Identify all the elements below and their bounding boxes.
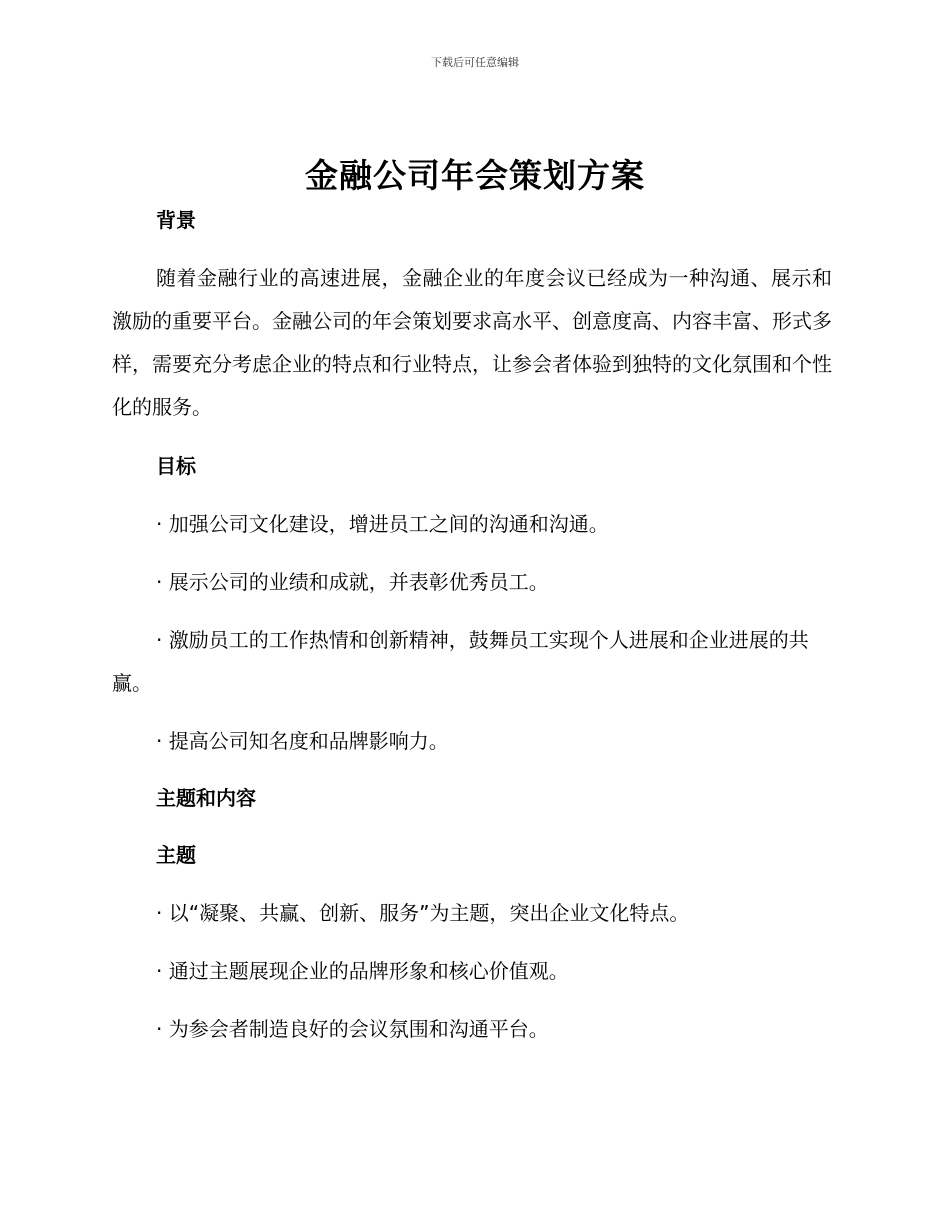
theme-item: · 通过主题展现企业的品牌形象和核心价值观。	[156, 959, 569, 983]
section-heading-theme: 主题	[156, 843, 196, 867]
header-note: 下载后可任意编辑	[431, 56, 519, 69]
goal-item: · 提高公司知名度和品牌影响力。	[156, 729, 449, 753]
section-heading-background: 背景	[156, 208, 196, 232]
goal-item: · 激励员工的工作热情和创新精神，鼓舞员工实现个人进展和企业进展的共赢。	[112, 628, 809, 695]
document-title: 金融公司年会策划方案	[305, 156, 645, 195]
theme-item: · 以“凝聚、共赢、创新、服务”为主题，突出企业文化特点。	[156, 901, 690, 925]
document-body	[112, 200, 832, 1066]
goal-item: · 展示公司的业绩和成就，并表彰优秀员工。	[156, 570, 549, 594]
section-heading-goals: 目标	[156, 454, 196, 478]
section-heading-theme-content: 主题和内容	[156, 786, 256, 810]
goal-item: · 加强公司文化建设，增进员工之间的沟通和沟通。	[156, 512, 609, 536]
background-paragraph: 随着金融行业的高速进展，金融企业的年度会议已经成为一种沟通、展示和激励的重要平台。金融公司的年会策划要求高水平、创意度高、内容丰富、形式多样，需要充分考虑企业的特点和行业特点，让参会者体验到独特的文化氛围和个性化的服务。	[112, 266, 832, 419]
theme-item: · 为参会者制造良好的会议氛围和沟通平台。	[156, 1017, 549, 1041]
